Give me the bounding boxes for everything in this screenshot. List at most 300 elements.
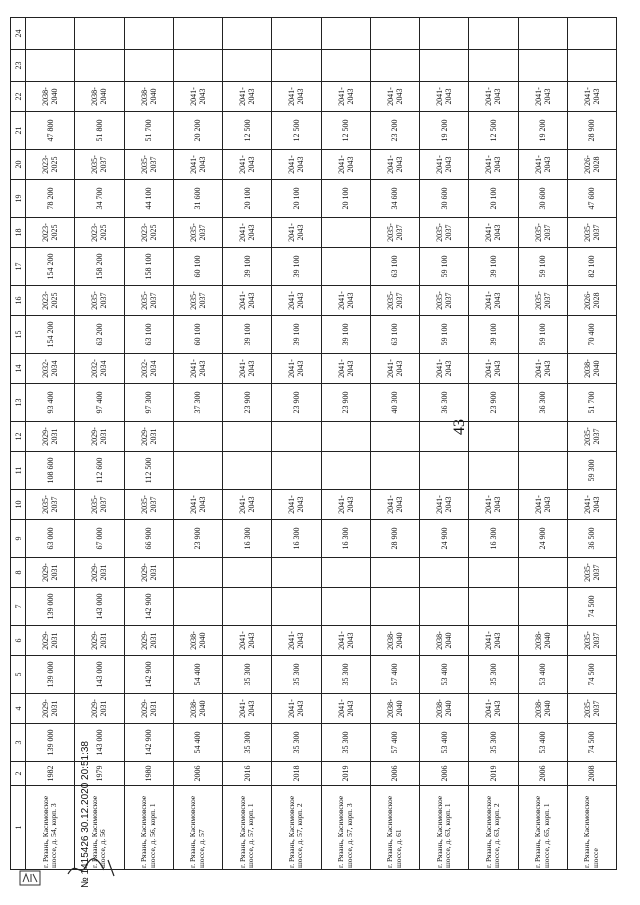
table-cell: 36 300 [420, 384, 469, 422]
table-cell: 34 600 [370, 180, 419, 218]
table-cell: 2035-2037 [370, 286, 419, 316]
table-cell: 2041-2043 [272, 490, 321, 520]
table-cell: 2035-2037 [567, 558, 616, 588]
table-cell [518, 50, 567, 82]
table-cell: 2029-2031 [26, 626, 75, 656]
column-header: 5 [11, 656, 26, 694]
table-cell: 2041-2043 [223, 490, 272, 520]
table-cell: 59 100 [518, 248, 567, 286]
table-cell: 112 600 [75, 452, 124, 490]
table-cell: 2041-2043 [223, 82, 272, 112]
table-cell: 2038-2040 [518, 626, 567, 656]
table-cell: 35 300 [469, 656, 518, 694]
table-cell: 20 100 [469, 180, 518, 218]
table-cell: 2041-2043 [223, 626, 272, 656]
table-cell: 2019 [469, 762, 518, 786]
table-cell [173, 558, 222, 588]
table-cell: 2038-2040 [518, 694, 567, 724]
table-cell: 30 600 [420, 180, 469, 218]
table-cell: 2018 [272, 762, 321, 786]
table-cell [420, 452, 469, 490]
table-cell: 2035-2037 [124, 150, 173, 180]
table-cell [370, 18, 419, 50]
table-cell: 23 900 [223, 384, 272, 422]
table-cell: 2041-2043 [223, 694, 272, 724]
column-header: 11 [11, 452, 26, 490]
table-cell: 51 700 [124, 112, 173, 150]
address-cell: г. Рязань, Касимовское шоссе, д. 57, корп. 2 [272, 786, 321, 870]
column-number-row [11, 18, 26, 870]
table-cell [370, 588, 419, 626]
table-cell: 78 200 [26, 180, 75, 218]
table-cell: 2041-2043 [321, 490, 370, 520]
table-cell: 154 200 [26, 316, 75, 354]
address-cell: г. Рязань, Касимовское шоссе, д. 54, корп. 3 [26, 786, 75, 870]
table-cell: 2026-2028 [567, 286, 616, 316]
table-cell [173, 422, 222, 452]
table-cell [321, 18, 370, 50]
table-cell: 16 300 [321, 520, 370, 558]
table-cell: 2041-2043 [272, 286, 321, 316]
table-cell: 20 100 [223, 180, 272, 218]
table-cell: 2041-2043 [272, 150, 321, 180]
table-cell [124, 18, 173, 50]
table-cell: 23 200 [370, 112, 419, 150]
table-cell: 2041-2043 [469, 150, 518, 180]
table-cell: 2006 [173, 762, 222, 786]
column-header: 4 [11, 694, 26, 724]
table-cell: 2041-2043 [567, 82, 616, 112]
table-cell: 59 100 [518, 316, 567, 354]
table-cell: 2041-2043 [321, 150, 370, 180]
table-cell: 2041-2043 [173, 490, 222, 520]
table-cell: 2041-2043 [173, 82, 222, 112]
table-cell: 2023-2025 [75, 218, 124, 248]
table-cell: 2026-2028 [567, 150, 616, 180]
table-cell: 2006 [518, 762, 567, 786]
column-header: 8 [11, 558, 26, 588]
table-cell: 47 600 [567, 180, 616, 218]
table-cell: 142 900 [124, 656, 173, 694]
column-header: 14 [11, 354, 26, 384]
table-cell [173, 18, 222, 50]
table-row [124, 18, 173, 870]
table-cell: 2038-2040 [370, 694, 419, 724]
table-cell: 23 900 [321, 384, 370, 422]
table-cell: 2016 [223, 762, 272, 786]
table-cell: 2029-2031 [75, 694, 124, 724]
table-row [518, 18, 567, 870]
table-cell [223, 558, 272, 588]
table-cell: 2038-2040 [173, 626, 222, 656]
table-cell [420, 422, 469, 452]
table-cell: 34 700 [75, 180, 124, 218]
table-cell: 2041-2043 [420, 354, 469, 384]
table-cell: 2041-2043 [518, 490, 567, 520]
table-cell [223, 452, 272, 490]
table-cell: 60 100 [173, 316, 222, 354]
table-cell [567, 50, 616, 82]
table-cell: 39 100 [223, 248, 272, 286]
table-cell: 82 100 [567, 248, 616, 286]
column-header: 2 [11, 762, 26, 786]
table-cell: 74 500 [567, 588, 616, 626]
table-cell [518, 422, 567, 452]
table-row [321, 18, 370, 870]
table-body [26, 18, 617, 870]
table-cell: 2029-2031 [26, 694, 75, 724]
table-cell: 142 900 [124, 724, 173, 762]
table-cell: 2032-2034 [26, 354, 75, 384]
table-cell: 36 500 [567, 520, 616, 558]
table-cell [173, 50, 222, 82]
address-cell: г. Рязань, Касимовское шоссе [567, 786, 616, 870]
table-cell [321, 558, 370, 588]
table-cell: 35 300 [272, 724, 321, 762]
table-cell: 2035-2037 [420, 286, 469, 316]
table-cell: 2038-2040 [420, 626, 469, 656]
table-cell: 23 900 [173, 520, 222, 558]
table-cell: 39 100 [321, 316, 370, 354]
table-cell: 19 200 [518, 112, 567, 150]
column-header: 15 [11, 316, 26, 354]
address-cell: г. Рязань, Касимовское шоссе, д. 56 [75, 786, 124, 870]
table-cell: 2038-2040 [26, 82, 75, 112]
table-cell [469, 558, 518, 588]
table-cell: 2041-2043 [370, 490, 419, 520]
table-cell: 97 400 [75, 384, 124, 422]
table-cell: 44 100 [124, 180, 173, 218]
table-cell: 53 400 [420, 656, 469, 694]
rotated-table-frame [10, 29, 617, 870]
table-cell: 108 600 [26, 452, 75, 490]
table-cell: 63 100 [124, 316, 173, 354]
repair-schedule-table [10, 17, 617, 870]
table-cell: 47 800 [26, 112, 75, 150]
table-cell: 12 500 [469, 112, 518, 150]
column-header: 9 [11, 520, 26, 558]
column-header: 12 [11, 422, 26, 452]
table-cell: 2035-2037 [26, 490, 75, 520]
table-cell [518, 452, 567, 490]
table-cell [469, 452, 518, 490]
table-cell: 93 400 [26, 384, 75, 422]
table-cell: 74 500 [567, 724, 616, 762]
column-header: 21 [11, 112, 26, 150]
table-cell: 2041-2043 [420, 82, 469, 112]
table-cell: 39 100 [469, 316, 518, 354]
table-cell: 12 500 [223, 112, 272, 150]
table-cell: 2041-2043 [567, 490, 616, 520]
table-cell: 16 300 [469, 520, 518, 558]
table-cell: 2035-2037 [567, 218, 616, 248]
address-cell: г. Рязань, Касимовское шоссе, д. 63, корп. 1 [420, 786, 469, 870]
table-row [223, 18, 272, 870]
table-cell [469, 50, 518, 82]
table-cell: 31 600 [173, 180, 222, 218]
table-cell: 2041-2043 [321, 286, 370, 316]
table-cell [370, 422, 419, 452]
address-cell: г. Рязань, Касимовское шоссе, д. 56, корп. 1 [124, 786, 173, 870]
table-cell: 59 100 [420, 316, 469, 354]
table-cell: 2041-2043 [223, 286, 272, 316]
table-cell: 2029-2031 [124, 694, 173, 724]
table-cell [518, 18, 567, 50]
table-cell [272, 50, 321, 82]
column-header: 19 [11, 180, 26, 218]
table-cell: 2029-2031 [124, 558, 173, 588]
table-cell: 2041-2043 [469, 694, 518, 724]
table-cell: 2029-2031 [26, 422, 75, 452]
table-cell: 23 900 [469, 384, 518, 422]
column-header: 23 [11, 50, 26, 82]
table-cell [321, 452, 370, 490]
table-cell: 57 400 [370, 724, 419, 762]
table-cell: 36 300 [518, 384, 567, 422]
table-cell: 59 300 [567, 452, 616, 490]
table-cell: 39 100 [272, 316, 321, 354]
column-header: 3 [11, 724, 26, 762]
table-cell: 66 900 [124, 520, 173, 558]
table-cell: 12 500 [321, 112, 370, 150]
table-cell: 139 000 [26, 724, 75, 762]
table-cell: 28 900 [370, 520, 419, 558]
table-cell: 2035-2037 [75, 150, 124, 180]
address-cell: г. Рязань, Касимовское шоссе, д. 57 [173, 786, 222, 870]
table-cell [420, 50, 469, 82]
table-cell: 2041-2043 [272, 354, 321, 384]
table-cell: 2041-2043 [518, 82, 567, 112]
column-header: 7 [11, 588, 26, 626]
table-cell [518, 558, 567, 588]
table-row [567, 18, 616, 870]
table-cell: 2032-2034 [124, 354, 173, 384]
table-cell: 158 100 [124, 248, 173, 286]
table-row [370, 18, 419, 870]
column-header: 17 [11, 248, 26, 286]
address-cell: г. Рязань, Касимовское шоссе, д. 57, корп. 3 [321, 786, 370, 870]
page-number: 43 [451, 419, 468, 435]
table-cell: 2035-2037 [75, 286, 124, 316]
table-cell [223, 588, 272, 626]
table-cell: 2041-2043 [223, 150, 272, 180]
table-cell [272, 422, 321, 452]
column-header: 10 [11, 490, 26, 520]
table-cell: 2029-2031 [75, 626, 124, 656]
table-cell: 2041-2043 [272, 626, 321, 656]
table-cell: 40 300 [370, 384, 419, 422]
column-header: 1 [11, 786, 26, 870]
table-cell: 2035-2037 [173, 286, 222, 316]
table-cell: 35 300 [321, 724, 370, 762]
table-row [26, 18, 75, 870]
table-cell [420, 588, 469, 626]
table-cell: 39 100 [223, 316, 272, 354]
table-cell: 2041-2043 [173, 354, 222, 384]
table-cell: 2041-2043 [272, 82, 321, 112]
table-cell [75, 50, 124, 82]
table-cell: 2019 [321, 762, 370, 786]
table-cell: 24 900 [420, 520, 469, 558]
table-cell: 51 800 [75, 112, 124, 150]
table-cell: 2023-2025 [26, 218, 75, 248]
table-cell: 2035-2037 [370, 218, 419, 248]
table-cell: 2041-2043 [420, 150, 469, 180]
table-cell [370, 558, 419, 588]
table-cell: 1979 [75, 762, 124, 786]
table-cell: 2035-2037 [420, 218, 469, 248]
table-cell: 2041-2043 [272, 218, 321, 248]
table-cell: 16 300 [272, 520, 321, 558]
table-cell: 54 400 [173, 724, 222, 762]
table-cell [518, 588, 567, 626]
table-cell: 2041-2043 [469, 286, 518, 316]
table-cell: 2041-2043 [321, 626, 370, 656]
table-cell: 63 200 [75, 316, 124, 354]
column-header: 16 [11, 286, 26, 316]
table-cell: 59 100 [420, 248, 469, 286]
table-cell [173, 452, 222, 490]
table-cell [75, 18, 124, 50]
table-cell: 67 000 [75, 520, 124, 558]
table-cell: 57 400 [370, 656, 419, 694]
table-cell: 2035-2037 [124, 490, 173, 520]
table-cell: 2035-2037 [518, 286, 567, 316]
table-cell: 28 900 [567, 112, 616, 150]
table-container [10, 29, 617, 870]
table-cell: 16 300 [223, 520, 272, 558]
table-cell: 35 300 [272, 656, 321, 694]
table-cell [321, 248, 370, 286]
signature-icon [64, 852, 124, 882]
address-cell: г. Рязань, Касимовское шоссе, д. 61 [370, 786, 419, 870]
column-header: 18 [11, 218, 26, 248]
table-cell: 63 100 [370, 316, 419, 354]
table-cell: 12 500 [272, 112, 321, 150]
table-cell: 2038-2040 [567, 354, 616, 384]
table-cell: 1982 [26, 762, 75, 786]
table-cell: 63 000 [26, 520, 75, 558]
table-cell: 97 300 [124, 384, 173, 422]
table-row [272, 18, 321, 870]
table-cell [469, 18, 518, 50]
table-cell: 2023-2025 [26, 150, 75, 180]
table-cell: 2035-2037 [173, 218, 222, 248]
table-cell [124, 50, 173, 82]
table-cell [272, 452, 321, 490]
table-cell: 143 000 [75, 656, 124, 694]
table-cell: 2041-2043 [518, 150, 567, 180]
table-cell: 2041-2043 [420, 490, 469, 520]
table-cell: 2041-2043 [173, 150, 222, 180]
table-cell: 2032-2034 [75, 354, 124, 384]
table-cell: 2041-2043 [469, 490, 518, 520]
table-cell: 2035-2037 [567, 626, 616, 656]
table-cell: 2038-2040 [420, 694, 469, 724]
table-cell [370, 50, 419, 82]
table-cell: 23 900 [272, 384, 321, 422]
table-cell: 2041-2043 [321, 694, 370, 724]
table-cell: 2023-2025 [26, 286, 75, 316]
table-cell: 2041-2043 [321, 354, 370, 384]
table-cell [321, 218, 370, 248]
table-cell: 2041-2043 [370, 82, 419, 112]
column-header: 13 [11, 384, 26, 422]
table-cell: 142 900 [124, 588, 173, 626]
table-cell [321, 588, 370, 626]
table-cell [272, 18, 321, 50]
table-cell [223, 50, 272, 82]
table-cell: 139 000 [26, 588, 75, 626]
table-cell: 2041-2043 [469, 218, 518, 248]
table-cell [272, 588, 321, 626]
table-cell: 2035-2037 [567, 694, 616, 724]
table-cell: 139 000 [26, 656, 75, 694]
table-cell: 2029-2031 [124, 626, 173, 656]
table-cell [321, 422, 370, 452]
table-cell: 154 200 [26, 248, 75, 286]
table-cell: 2008 [567, 762, 616, 786]
table-cell [223, 422, 272, 452]
table-row [420, 18, 469, 870]
table-cell: 20 100 [272, 180, 321, 218]
table-cell: 35 300 [469, 724, 518, 762]
table-cell: 63 100 [370, 248, 419, 286]
table-cell: 2041-2043 [518, 354, 567, 384]
table-cell: 20 200 [173, 112, 222, 150]
table-cell: 2041-2043 [272, 694, 321, 724]
table-cell [272, 558, 321, 588]
table-cell: 51 700 [567, 384, 616, 422]
table-cell: 2041-2043 [321, 82, 370, 112]
table-cell: 2041-2043 [370, 150, 419, 180]
table-cell: 20 100 [321, 180, 370, 218]
table-cell: 54 400 [173, 656, 222, 694]
table-cell: 2029-2031 [124, 422, 173, 452]
table-cell: 53 400 [518, 656, 567, 694]
table-cell: 143 000 [75, 724, 124, 762]
table-cell: 2035-2037 [124, 286, 173, 316]
table-cell: 35 300 [223, 724, 272, 762]
address-cell: г. Рязань, Касимовское шоссе, д. 57, корп. 1 [223, 786, 272, 870]
table-cell: 2029-2031 [75, 422, 124, 452]
table-cell [420, 558, 469, 588]
table-cell: 2041-2043 [469, 82, 518, 112]
table-cell: 2029-2031 [26, 558, 75, 588]
table-cell: 35 300 [321, 656, 370, 694]
table-cell [469, 588, 518, 626]
table-cell: 37 300 [173, 384, 222, 422]
table-cell: 112 500 [124, 452, 173, 490]
table-cell: 2041-2043 [370, 354, 419, 384]
table-cell: 2035-2037 [518, 218, 567, 248]
table-cell: 35 300 [223, 656, 272, 694]
table-cell: 2041-2043 [223, 354, 272, 384]
table-cell: 158 200 [75, 248, 124, 286]
table-cell: 2041-2043 [469, 354, 518, 384]
document-registration-code: № 1415426 30.12.2020 20:51:38 [80, 741, 91, 888]
table-cell [469, 422, 518, 452]
table-cell: 2035-2037 [567, 422, 616, 452]
table-row [469, 18, 518, 870]
table-cell [223, 18, 272, 50]
address-cell: г. Рязань, Касимовское шоссе, д. 63, корп. 2 [469, 786, 518, 870]
table-cell: 2029-2031 [75, 558, 124, 588]
table-cell: 2038-2040 [173, 694, 222, 724]
table-cell: 2035-2037 [75, 490, 124, 520]
table-cell [173, 588, 222, 626]
table-cell: 39 100 [469, 248, 518, 286]
